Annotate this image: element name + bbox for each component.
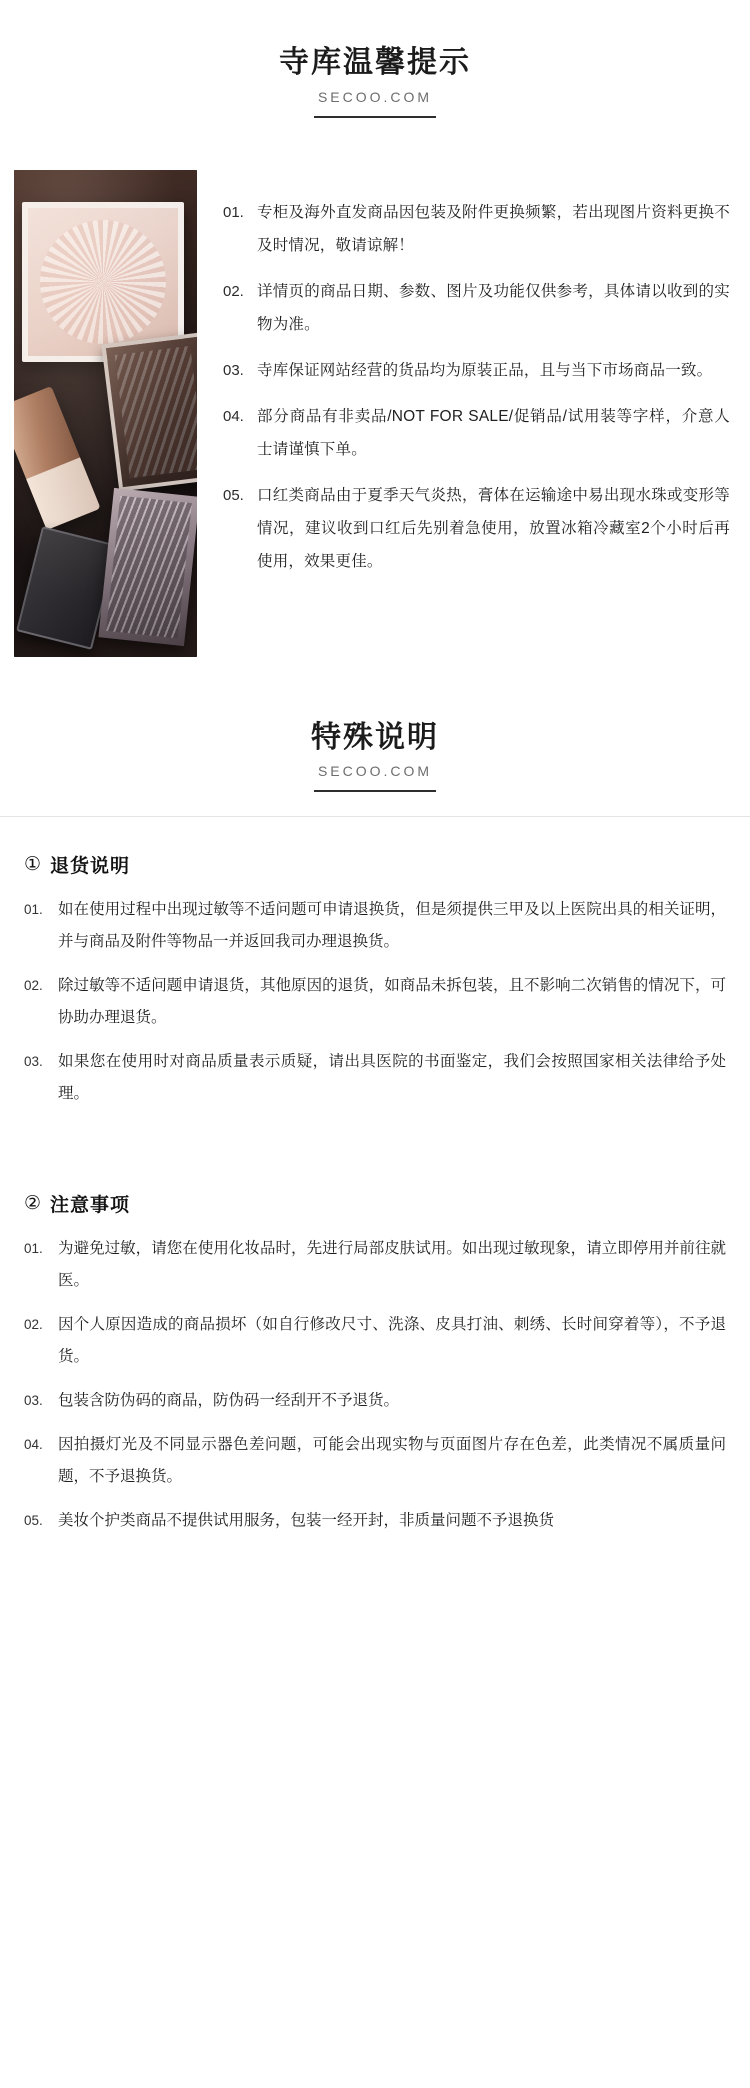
list-item-index: 02. [24,1317,43,1332]
list-item [24,1309,726,1373]
special-subtitle: SECOO.COM [317,763,433,779]
circled-number-2-icon: ② [24,1193,43,1214]
special-section-header [0,657,750,793]
section-separator [0,816,750,817]
list-item [223,400,730,466]
list-item [223,479,730,578]
list-item [24,1385,726,1417]
list-item-text: 口红类商品由于夏季天气炎热，膏体在运输途中易出现水珠或变形等情况，建议收到口红后先别着急使用，放置冰箱冷藏室2个小时后再使用，效果更佳。 [257,486,730,570]
tips-divider-rule [314,116,436,118]
list-item [24,1046,726,1110]
group-heading [24,1190,726,1217]
list-item [223,354,730,387]
circled-number-1-icon: ① [24,854,43,875]
group-heading-label: 注意事项 [50,1195,131,1216]
list-item-text: 如果您在使用时对商品质量表示质疑，请出具医院的书面鉴定，我们会按照国家相关法律给予处理。 [58,1053,726,1102]
list-item-text: 除过敏等不适问题申请退货，其他原因的退货，如商品未拆包装，且不影响二次销售的情况下，可协助办理退货。 [58,977,726,1026]
powder-swatch-icon [98,487,197,645]
list-item [223,196,730,262]
list-item-text: 美妆个护类商品不提供试用服务，包装一经开封，非质量问题不予退换货 [58,1512,555,1529]
list-item-index: 04. [223,407,244,425]
list-item-index: 04. [24,1437,43,1452]
list-item-index: 03. [24,1393,43,1408]
list-item-index: 03. [223,361,244,379]
list-item [223,275,730,341]
list-item-text: 因个人原因造成的商品损坏（如自行修改尺寸、洗涤、皮具打油、刺绣、长时间穿着等），不予退货。 [58,1316,726,1365]
list-item [24,1505,726,1537]
list-item [24,970,726,1034]
list-item-index: 02. [223,282,244,300]
list-item [24,1429,726,1493]
list-item-text: 包装含防伪码的商品，防伪码一经刮开不予退货。 [58,1392,400,1409]
special-content-block [0,851,750,1589]
group-heading [24,851,726,878]
list-item-text: 为避免过敏，请您在使用化妆品时，先进行局部皮肤试用。如出现过敏现象，请立即停用并前往就医。 [58,1240,726,1289]
list-item-index: 01. [223,203,244,221]
tips-content-block [0,170,750,657]
cosmetics-product-image [14,170,197,657]
list-item-index: 02. [24,978,43,993]
group-precautions [24,1190,726,1537]
list-item [24,1233,726,1297]
eyeshadow-palette-icon [101,332,197,491]
list-item-text: 如在使用过程中出现过敏等不适问题可申请退换货，但是须提供三甲及以上医院出具的相关证明，并与商品及附件等物品一并返回我司办理退换货。 [58,901,726,950]
list-item-index: 01. [24,1241,43,1256]
tips-title: 寺库温馨提示 [279,46,471,79]
list-item-text: 详情页的商品日期、参数、图片及功能仅供参考，具体请以收到的实物为准。 [257,282,730,333]
list-item-text: 寺库保证网站经营的货品均为原装正品，且与当下市场商品一致。 [257,361,713,379]
special-divider-rule [314,790,436,792]
group-heading-label: 退货说明 [50,856,131,877]
list-item-index: 05. [24,1513,43,1528]
tips-subtitle: SECOO.COM [317,88,433,105]
list-item-text: 部分商品有非卖品/NOT FOR SALE/促销品/试用装等字样，介意人士请谨慎下单。 [257,407,730,458]
special-title: 特殊说明 [311,720,439,754]
list-item-text: 因拍摄灯光及不同显示器色差问题，可能会出现实物与页面图片存在色差，此类情况不属质量问题，不予退换货。 [58,1436,726,1485]
list-item [24,894,726,958]
list-item-text: 专柜及海外直发商品因包装及附件更换频繁，若出现图片资料更换不及时情况，敬请谅解！ [257,203,730,254]
list-item-index: 05. [223,486,244,504]
group-spacer [24,1122,726,1156]
group-return-policy [24,851,726,1110]
list-item-index: 01. [24,902,43,917]
tips-list [197,170,730,591]
list-item-index: 03. [24,1054,43,1069]
tips-section-header [0,0,750,118]
